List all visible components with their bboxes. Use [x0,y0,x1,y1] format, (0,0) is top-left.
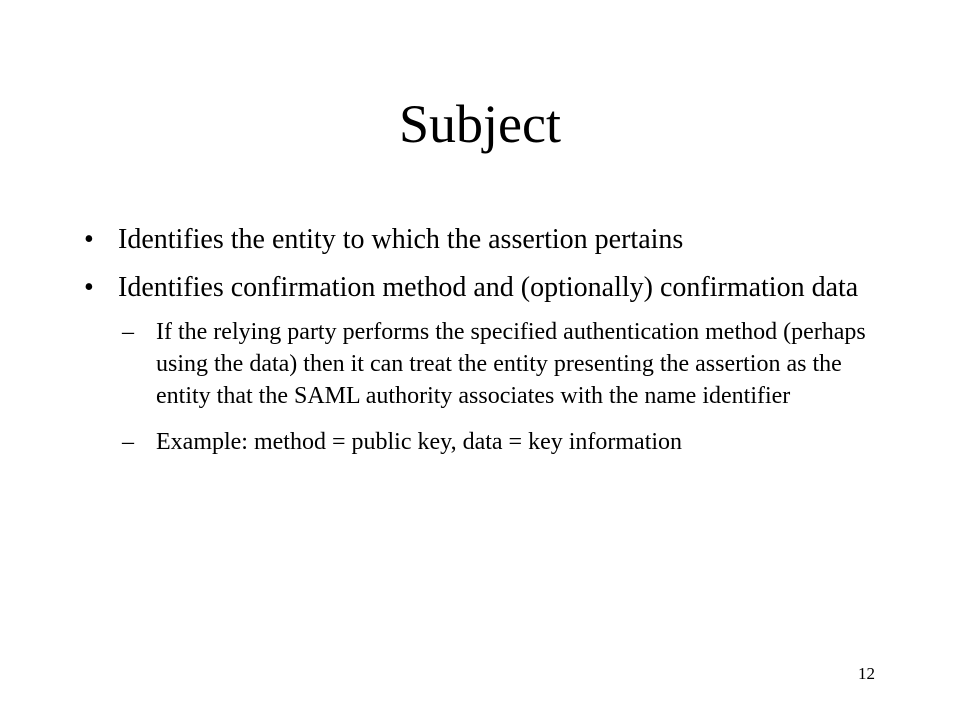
sub-bullet-text: Example: method = public key, data = key information [156,429,683,455]
bullet-marker: • [84,224,94,255]
page-number: 12 [858,664,875,683]
sub-bullet-text: If the relying party performs the specified authentication method (perhaps using the data) then it can treat the entity presenting the assertion as the entity that the SAML authority associates with the name identifier [156,319,866,409]
sub-bullet-list [122,316,884,458]
bullet-text: Identifies the entity to which the assertion pertains [118,224,684,255]
bullet-item [84,268,884,308]
bullet-item [84,220,884,260]
sub-bullet-marker: – [122,319,134,345]
bullet-list [84,220,884,472]
bullet-marker: • [84,272,94,303]
bullet-text: Identifies confirmation method and (optionally) confirmation data [118,272,859,303]
sub-bullet-item [122,426,884,458]
sub-bullet-item [122,316,884,412]
slide-title: Subject [399,94,561,154]
sub-bullet-marker: – [122,429,134,455]
